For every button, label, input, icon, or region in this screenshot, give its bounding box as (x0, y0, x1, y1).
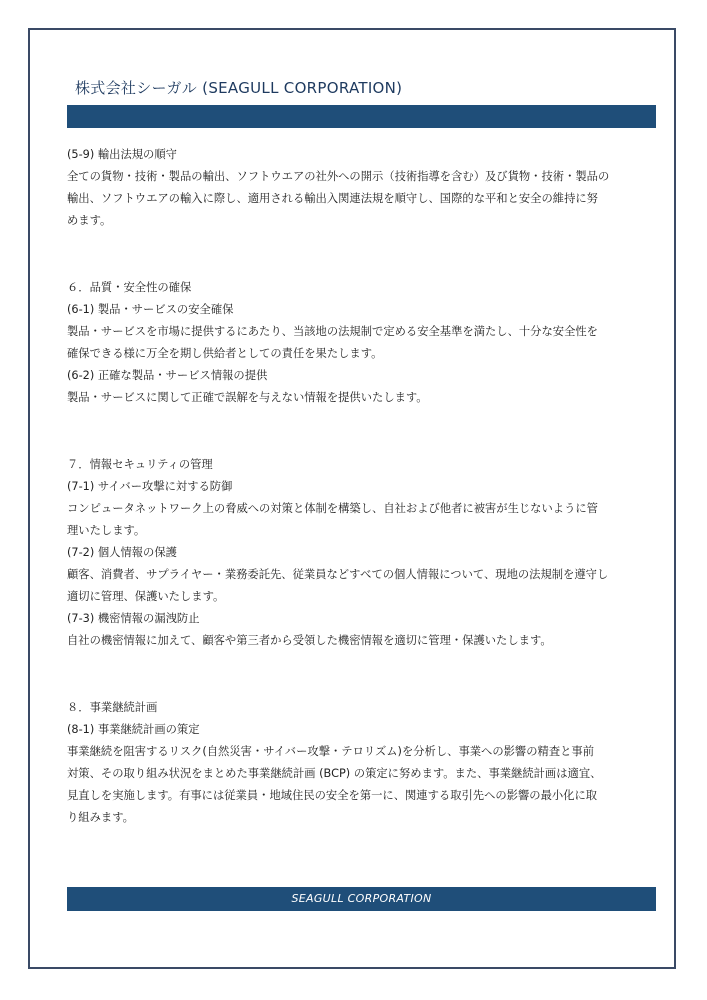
section-5-9 (67, 144, 657, 232)
paragraph-line: 適切に管理、保護いたします。 (67, 590, 225, 603)
section-6 (67, 277, 657, 409)
paragraph-line: めます。 (67, 214, 112, 227)
subsection-heading: (8-1) 事業継続計画の策定 (67, 723, 200, 736)
subsection-heading: (7-1) サイバー攻撃に対する防御 (67, 480, 233, 493)
subsection-heading: (6-1) 製品・サービスの安全確保 (67, 303, 234, 316)
footer-bar: SEAGULL CORPORATION (67, 887, 656, 911)
paragraph-line: り組みます。 (67, 811, 134, 824)
company-title: 株式会社シーガル (SEAGULL CORPORATION) (75, 79, 403, 97)
section-heading: ８．事業継続計画 (67, 701, 158, 714)
paragraph-line: 事業継続を阻害するリスク(自然災害・サイバー攻撃・テロリズム)を分析し、事業への影響の精査と事前 (67, 745, 595, 758)
paragraph-line: 見直しを実施します。有事には従業員・地域住民の安全を第一に、関連する取引先への影響の最小化に取 (67, 789, 598, 802)
header-bar (67, 105, 656, 128)
section-heading: ６．品質・安全性の確保 (67, 281, 192, 294)
paragraph-line: 確保できる様に万全を期し供給者としての責任を果たします。 (67, 347, 383, 360)
section-8 (67, 697, 657, 829)
subsection-heading: (7-3) 機密情報の漏洩防止 (67, 612, 200, 625)
paragraph-line: 製品・サービスを市場に提供するにあたり、当該地の法規制で定める安全基準を満たし、十分な安全性を (67, 325, 598, 338)
paragraph-line: 理いたします。 (67, 524, 146, 537)
paragraph-line: 製品・サービスに関して正確で誤解を与えない情報を提供いたします。 (67, 391, 428, 404)
paragraph-line: 輸出、ソフトウエアの輸入に際し、適用される輸出入関連法規を順守し、国際的な平和と安全の維持に努 (67, 192, 598, 205)
paragraph-line: コンピュータネットワーク上の脅威への対策と体制を構築し、自社および他者に被害が生じないように管 (67, 502, 598, 515)
section-7 (67, 454, 657, 652)
paragraph-line: 対策、その取り組み状況をまとめた事業継続計画 (BCP) の策定に努めます。また、事業継続計画は適宜、 (67, 767, 602, 780)
subsection-heading: (7-2) 個人情報の保護 (67, 546, 177, 559)
subsection-heading: (6-2) 正確な製品・サービス情報の提供 (67, 369, 268, 382)
document-body (67, 144, 657, 829)
section-heading: (5-9) 輸出法規の順守 (67, 148, 177, 161)
paragraph-line: 自社の機密情報に加えて、顧客や第三者から受領した機密情報を適切に管理・保護いたします。 (67, 634, 552, 647)
paragraph-line: 全ての貨物・技術・製品の輸出、ソフトウエアの社外への開示（技術指導を含む）及び貨物・技術・製品の (67, 170, 610, 183)
paragraph-line: 顧客、消費者、サプライヤー・業務委託先、従業員などすべての個人情報について、現地の法規制を遵守し (67, 568, 609, 581)
section-heading: ７．情報セキュリティの管理 (67, 458, 213, 471)
